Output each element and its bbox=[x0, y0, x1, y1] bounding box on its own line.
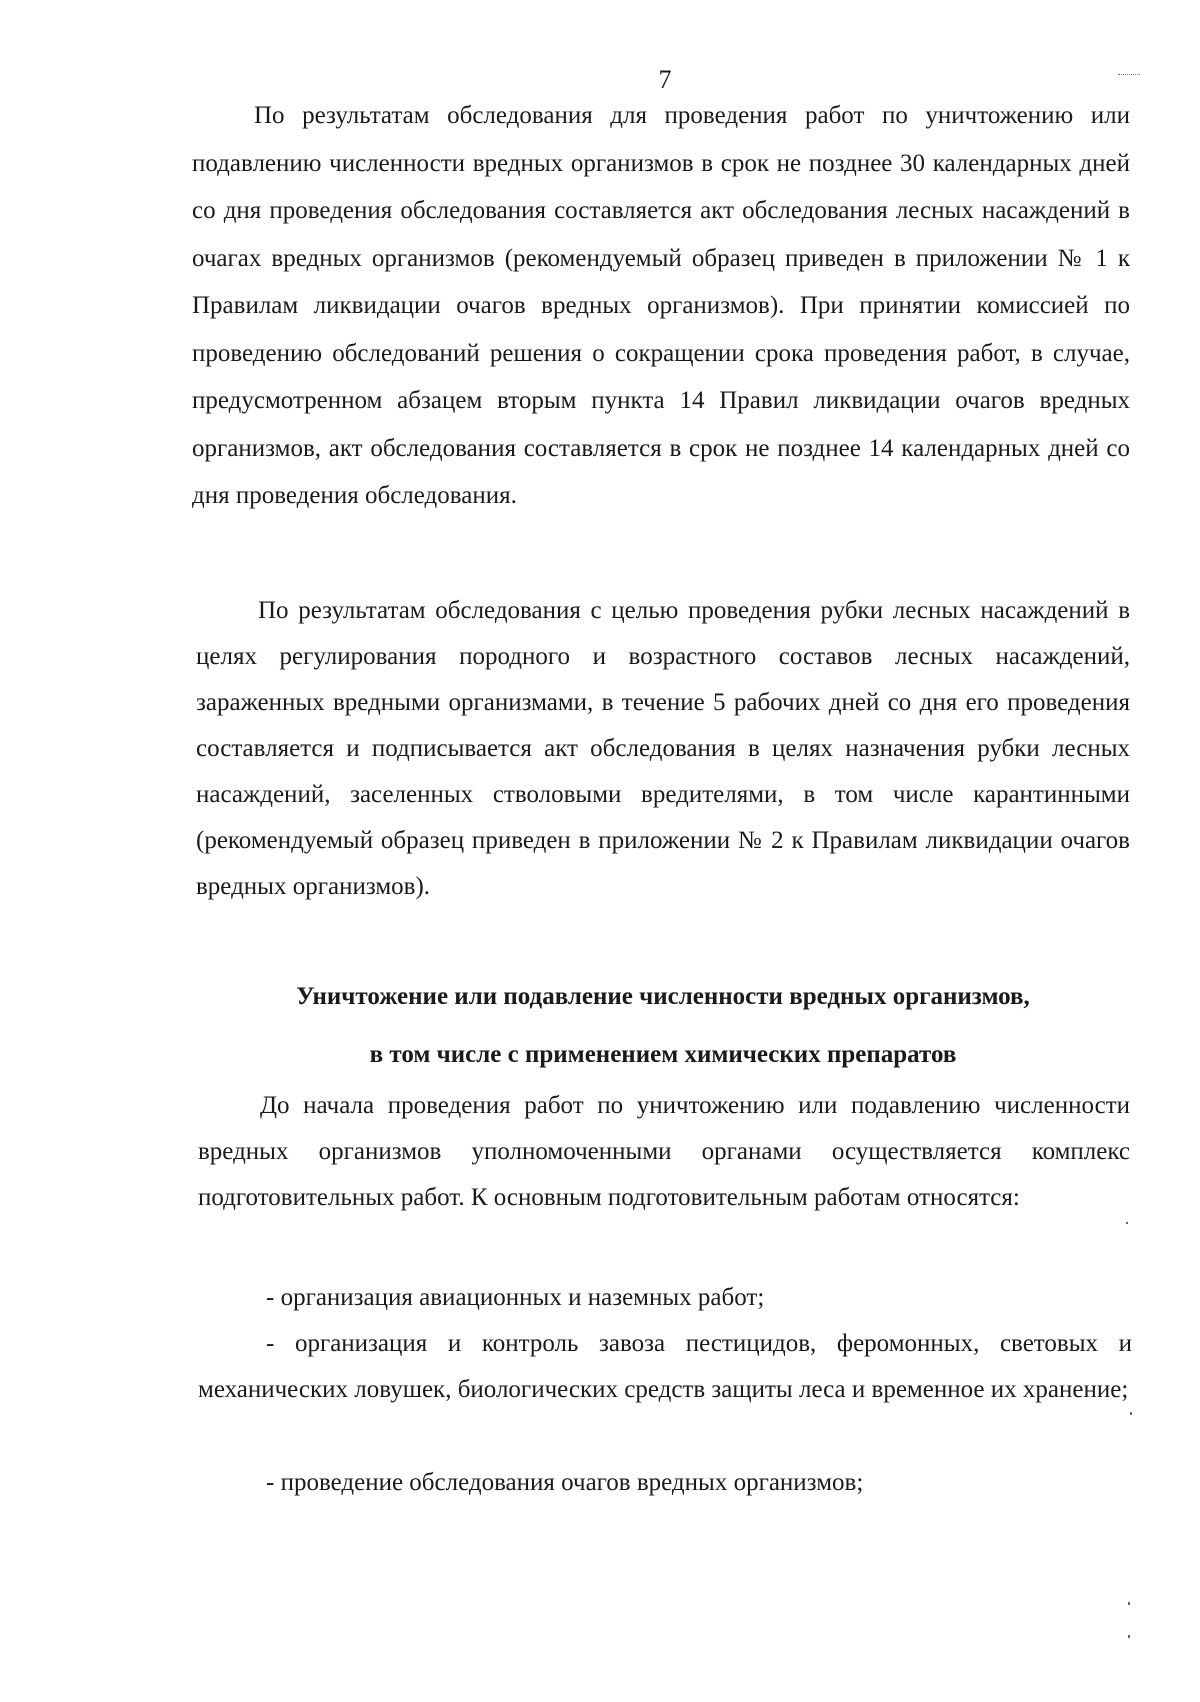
scan-speck bbox=[1126, 1222, 1128, 1224]
scan-speck bbox=[1130, 1412, 1132, 1415]
scan-speck bbox=[1128, 1635, 1130, 1638]
section-heading-line-1: Уничтожение или подавление численности вредных организмов, bbox=[296, 983, 1030, 1010]
list-item bbox=[198, 1321, 1132, 1413]
paragraph-preparatory-works bbox=[198, 1083, 1130, 1221]
paragraph-survey-act bbox=[192, 92, 1130, 520]
list-item bbox=[198, 1460, 1132, 1506]
paragraph-text: По результатам обследования с целью проведения рубки лесных насаждений в целях регулирования породного и возрастного составов лесных насаждений, зараженных вредными организмами, в течение 5 рабочих дней со дня его проведения составляется и подписывается акт обследования в целях назначения рубки лесных насаждений, заселенных стволовыми вредителями, в том числе карантинными (рекомендуемый образец приведен в приложении № 2 к Правилам ликвидации очагов вредных организмов). bbox=[196, 597, 1130, 900]
scan-speck bbox=[1118, 74, 1140, 78]
list-item-text: - организация и контроль завоза пестицидов, феромонных, световых и механических ловушек, биологических средств защиты леса и временное их хранение; bbox=[198, 1330, 1132, 1403]
scan-speck bbox=[1128, 1602, 1130, 1605]
page-number: 7 bbox=[658, 65, 672, 94]
list-item bbox=[198, 1275, 1132, 1321]
paragraph-felling-act bbox=[196, 588, 1130, 910]
section-heading-line-2: в том числе с применением химических препаратов bbox=[369, 1041, 957, 1068]
list-item-text: - организация авиационных и наземных работ; bbox=[266, 1284, 765, 1311]
paragraph-text: По результатам обследования для проведения работ по уничтожению или подавлению численности вредных организмов в срок не позднее 30 календарных дней со дня проведения обследования составляется акт обследования лесных насаждений в очагах вредных организмов (рекомендуемый образец приведен в приложении № 1 к Правилам ликвидации очагов вредных организмов). При принятии комиссией по проведению обследований решения о сокращении срока проведения работ, в случае, предусмотренном абзацем вторым пункта 14 Правил ликвидации очагов вредных организмов, акт обследования составляется в срок не позднее 14 календарных дней со дня проведения обследования. bbox=[192, 102, 1130, 509]
paragraph-text: До начала проведения работ по уничтожению или подавлению численности вредных организмов уполномоченными органами осуществляется комплекс подготовительных работ. К основным подготовительным работам относятся: bbox=[198, 1092, 1130, 1211]
list-item-text: - проведение обследования очагов вредных организмов; bbox=[266, 1469, 864, 1496]
